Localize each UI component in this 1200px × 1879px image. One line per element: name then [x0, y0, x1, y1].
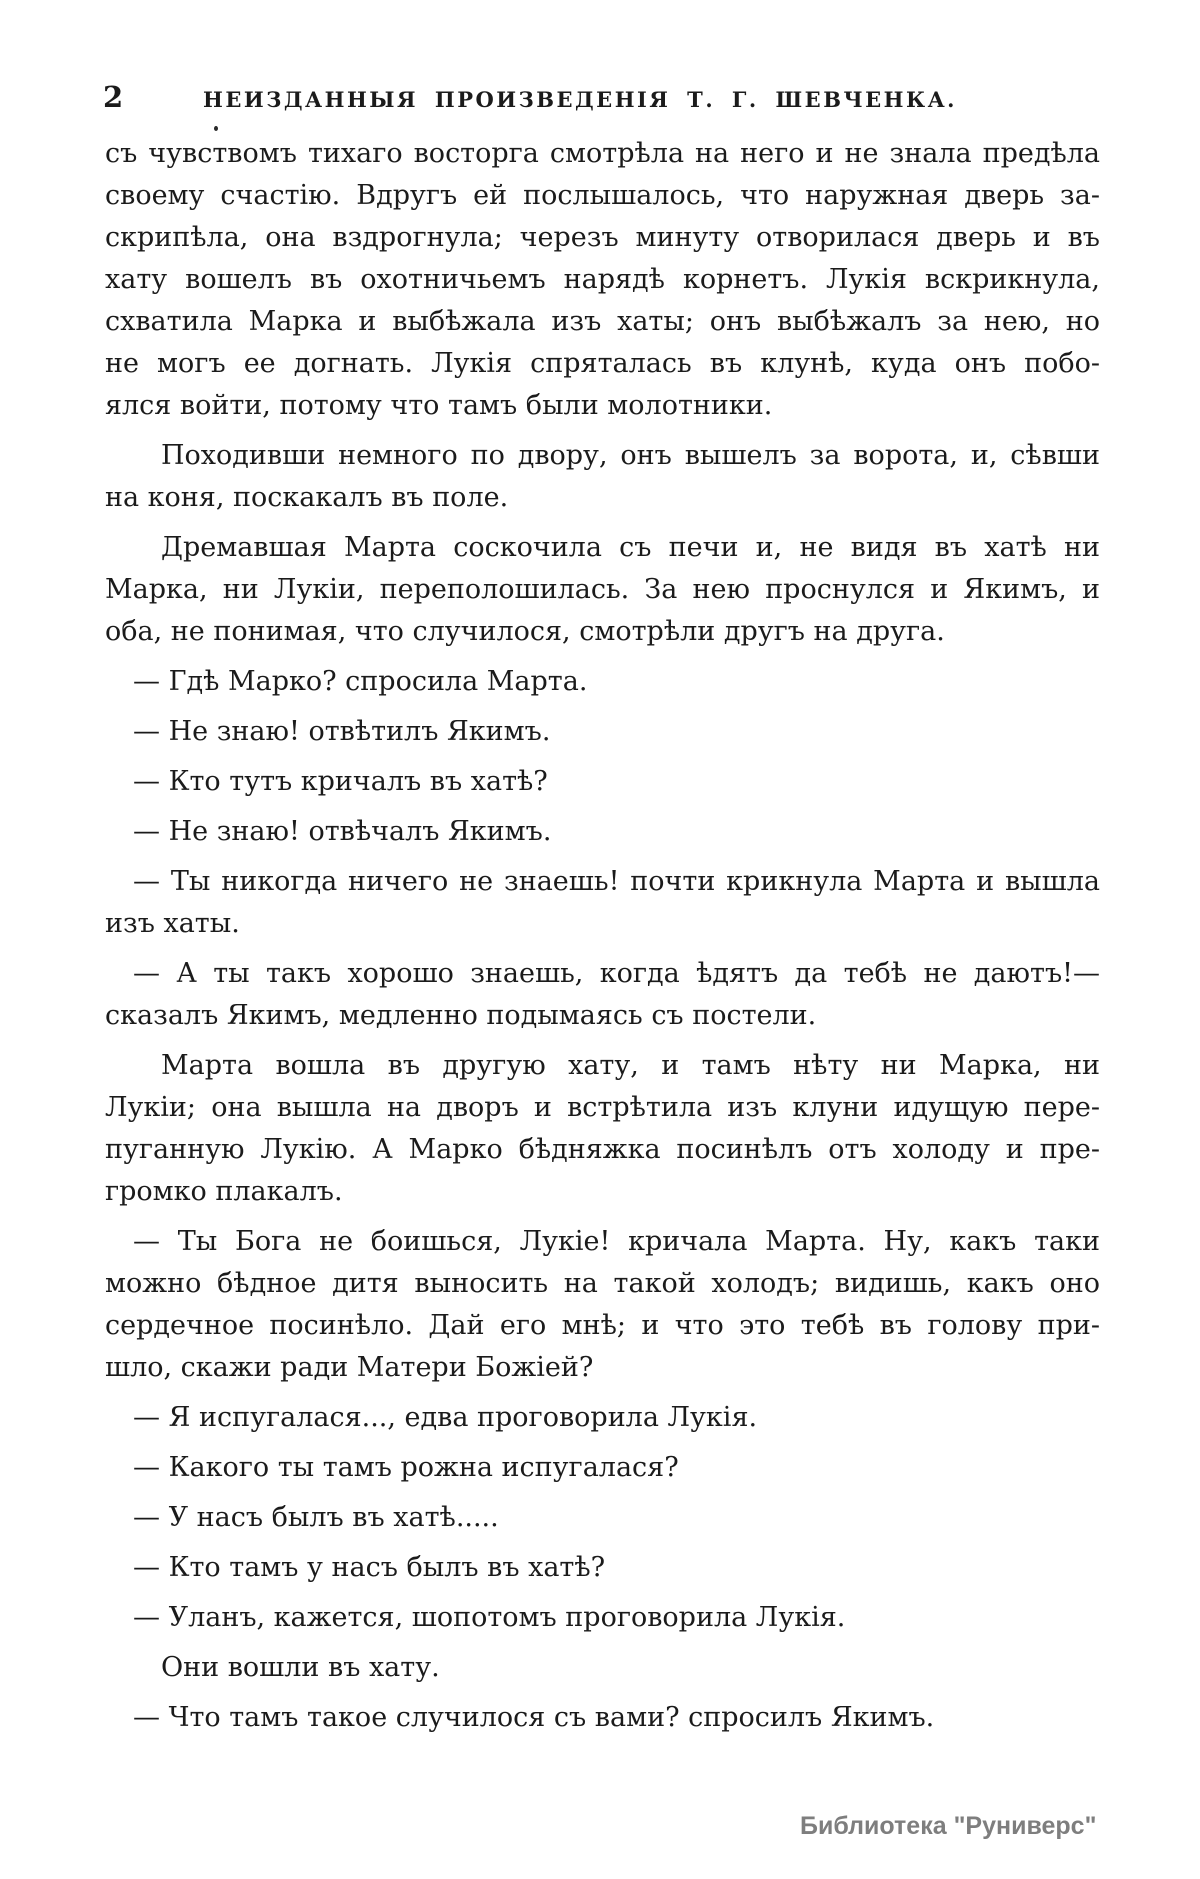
- text-line: съ чувствомъ тихаго восторга смотрѣла на него и не знала предѣла: [105, 138, 1100, 169]
- text-line: Лукіи; она вышла на дворъ и встрѣтила изъ клуни идущую пере-: [105, 1092, 1100, 1123]
- text-line: можно бѣдное дитя выносить на такой холодъ; видишь, какъ оно: [105, 1268, 1100, 1299]
- text-line: ялся войти, потому что тамъ были молотники.: [105, 390, 773, 421]
- text-line: — Я испугалася..., едва проговорила Лукія.: [133, 1402, 758, 1433]
- text-line: — Кто тутъ кричалъ въ хатѣ?: [133, 766, 548, 797]
- text-line: — Не знаю! отвѣтилъ Якимъ.: [133, 716, 551, 747]
- text-line: — У насъ былъ въ хатѣ.....: [133, 1502, 499, 1533]
- text-line: Марта вошла въ другую хату, и тамъ нѣту ни Марка, ни: [161, 1050, 1100, 1081]
- text-line: — Гдѣ Марко? спросила Марта.: [133, 666, 588, 697]
- library-watermark: Библиотека "Руниверс": [800, 1812, 1097, 1840]
- text-line: громко плакалъ.: [105, 1176, 343, 1207]
- page-number: 2: [103, 80, 124, 114]
- text-line: схватила Марка и выбѣжала изъ хаты; онъ выбѣжалъ за нею, но: [105, 306, 1100, 337]
- text-line: на коня, поскакалъ въ поле.: [105, 482, 509, 513]
- text-line: — Кто тамъ у насъ былъ въ хатѣ?: [133, 1552, 606, 1583]
- text-line: пуганную Лукію. А Марко бѣдняжка посинѣлъ отъ холоду и пре-: [105, 1134, 1100, 1165]
- running-title: НЕИЗДАННЫЯ ПРОИЗВЕДЕНІЯ Т. Г. ШЕВЧЕНКА.: [203, 87, 957, 112]
- text-line: сердечное посинѣло. Дай его мнѣ; и что это тебѣ въ голову при-: [105, 1310, 1100, 1341]
- text-line: скрипѣла, она вздрогнула; черезъ минуту отворилася дверь и въ: [105, 222, 1100, 253]
- text-line: — Что тамъ такое случилося съ вами? спросилъ Якимъ.: [133, 1702, 935, 1733]
- text-line: своему счастію. Вдругъ ей послышалось, что наружная дверь за-: [105, 180, 1100, 211]
- text-line: — А ты такъ хорошо знаешь, когда ѣдятъ да тебѣ не даютъ!—: [133, 958, 1100, 989]
- text-line: — Ты Бога не боишься, Лукіе! кричала Марта. Ну, какъ таки: [133, 1226, 1100, 1257]
- text-line: Дремавшая Марта соскочила съ печи и, не видя въ хатѣ ни: [161, 532, 1100, 563]
- text-line: Марка, ни Лукіи, переполошилась. За нею проснулся и Якимъ, и: [105, 574, 1100, 605]
- text-line: оба, не понимая, что случилося, смотрѣли другъ на друга.: [105, 616, 945, 647]
- text-line: хату вошелъ въ охотничьемъ нарядѣ корнетъ. Лукія вскрикнула,: [105, 264, 1100, 295]
- text-line: — Ты никогда ничего не знаешь! почти крикнула Марта и вышла: [133, 866, 1100, 897]
- text-line: Походивши немного по двору, онъ вышелъ за ворота, и, сѣвши: [161, 440, 1100, 471]
- text-line: — Уланъ, кажется, шопотомъ проговорила Лукія.: [133, 1602, 846, 1633]
- text-line: изъ хаты.: [105, 908, 240, 939]
- page-body: [105, 133, 1100, 1739]
- text-line: — Не знаю! отвѣчалъ Якимъ.: [133, 816, 552, 847]
- text-line: шло, скажи ради Матери Божіей?: [105, 1352, 594, 1383]
- text-line: — Какого ты тамъ рожна испугалася?: [133, 1452, 679, 1483]
- text-line: не могъ ее догнать. Лукія спряталась въ клунѣ, куда онъ побо-: [105, 348, 1100, 379]
- text-line: Они вошли въ хату.: [161, 1652, 440, 1683]
- ink-dot-artifact: [214, 126, 218, 131]
- text-line: сказалъ Якимъ, медленно подымаясь съ постели.: [105, 1000, 817, 1031]
